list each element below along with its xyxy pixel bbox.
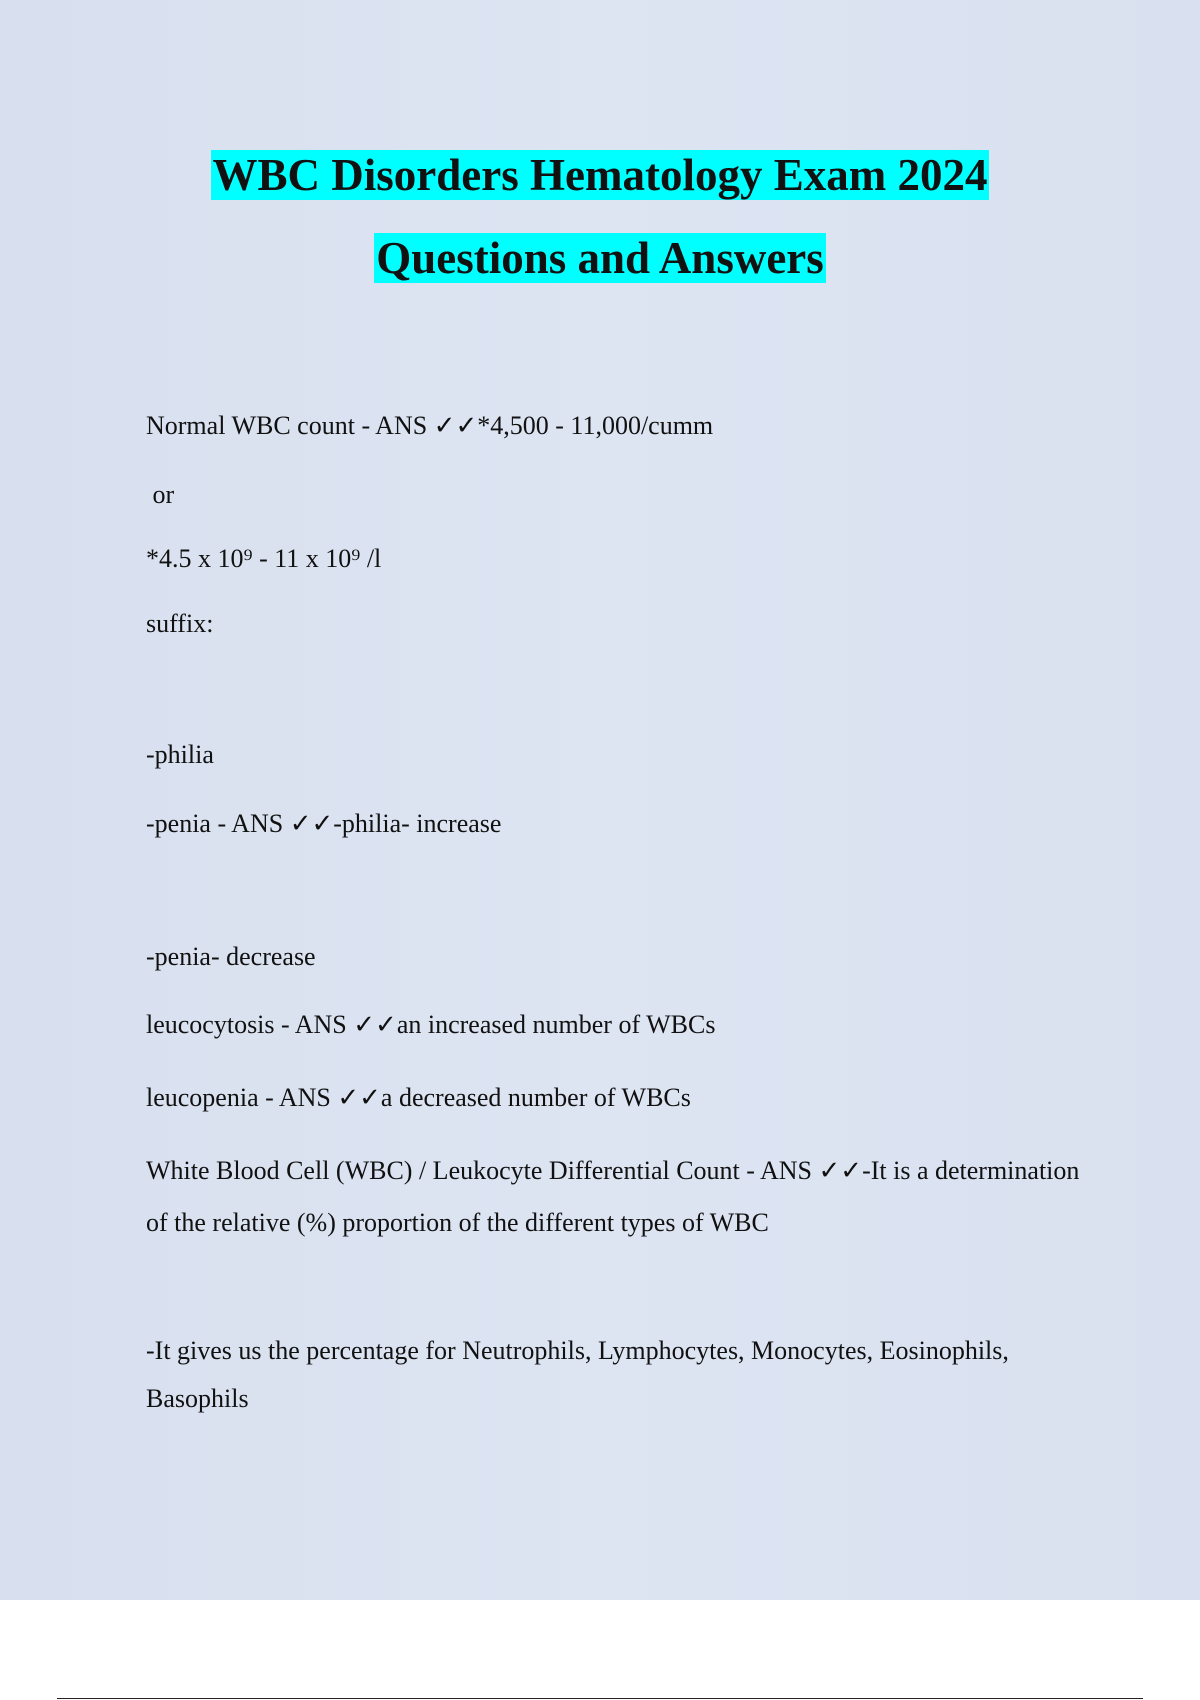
title-highlight-1: WBC Disorders Hematology Exam 2024 (212, 150, 988, 200)
qa-differential-count: White Blood Cell (WBC) / Leukocyte Differential Count - ANS ✓✓-It is a determination of the relative (%) proportion of the different types of WBC (146, 1156, 1080, 1237)
qa-penia-decrease: -penia- decrease (146, 942, 316, 971)
qa-suffix: suffix: (146, 609, 214, 638)
title-highlight-2: Questions and Answers (376, 233, 824, 283)
document-title-line-1 (0, 146, 1200, 204)
qa-philia: -philia (146, 740, 214, 769)
qa-penia-answer: -penia - ANS ✓✓-philia- increase (146, 809, 502, 838)
qa-si-units: *4.5 x 10⁹ - 11 x 10⁹ /l (146, 544, 382, 573)
qa-leucocytosis: leucocytosis - ANS ✓✓an increased number of WBCs (146, 1010, 716, 1039)
qa-normal-wbc-count: Normal WBC count - ANS ✓✓*4,500 - 11,000/cumm (146, 411, 714, 440)
document-title-line-2 (0, 229, 1200, 287)
qa-differential-types: -It gives us the percentage for Neutrophils, Lymphocytes, Monocytes, Eosinophils, Basophils (146, 1336, 1009, 1413)
qa-leucopenia: leucopenia - ANS ✓✓a decreased number of WBCs (146, 1083, 691, 1112)
footer-divider (57, 1698, 1143, 1699)
qa-or: or (146, 480, 175, 509)
